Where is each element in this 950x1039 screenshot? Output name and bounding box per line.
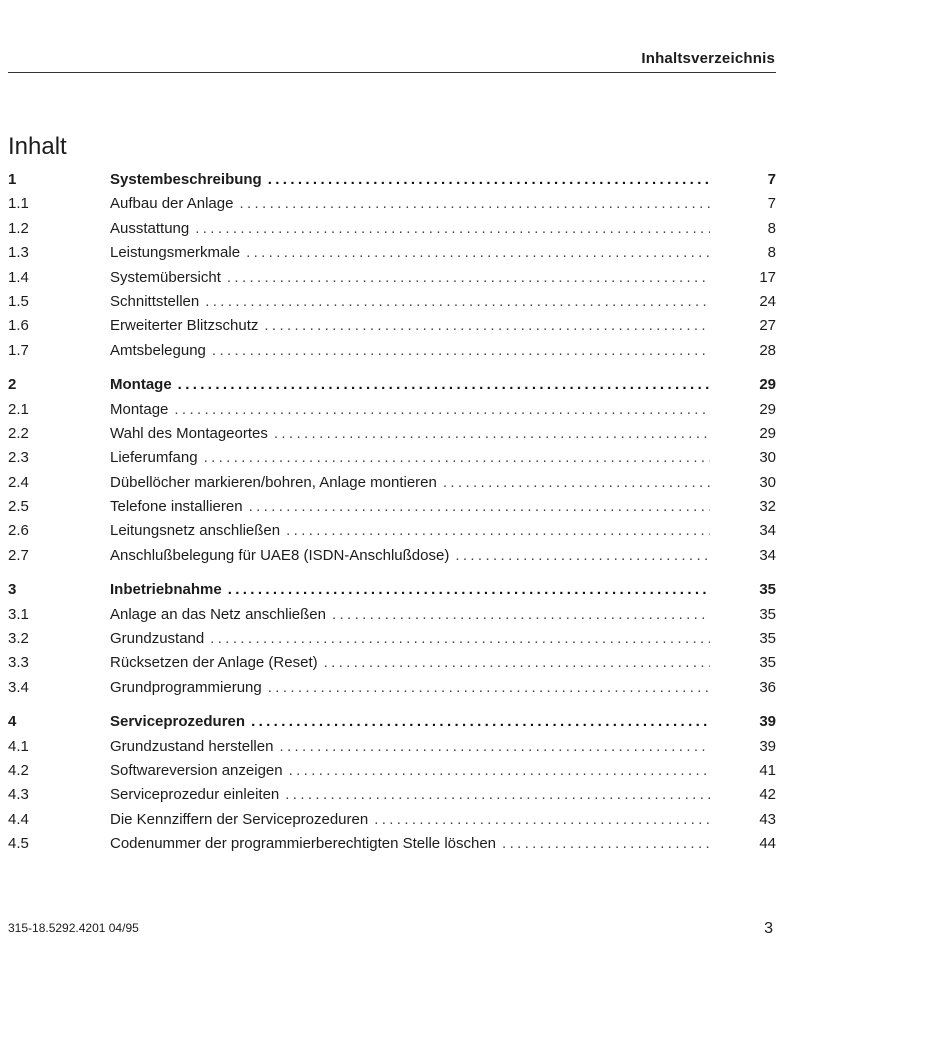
toc-entry-number: 2.6 [8,522,29,540]
toc-entry-page: 39 [759,713,776,731]
toc-entry-row [8,266,776,290]
toc-entry-number: 1.6 [8,317,29,335]
toc-entry-number: 3 [8,581,17,599]
toc-entry-title: Ausstattung [110,219,190,237]
toc-entry-row [8,446,776,470]
toc-entry-number: 4.4 [8,810,29,828]
toc-dot-leader [279,735,710,759]
toc-dot-leader [228,578,710,602]
toc-dot-leader [289,759,710,783]
toc-entry-number: 4 [8,713,17,731]
toc-entry-page: 32 [759,498,776,516]
toc-entry-number: 2.1 [8,400,29,418]
toc-entry-page: 17 [759,268,776,286]
toc-entry-title: Leitungsnetz anschließen [110,522,281,540]
toc-entry-title: Montage [110,376,172,394]
toc-dot-leader [204,446,710,470]
toc-entry-title: Rücksetzen der Anlage (Reset) [110,654,318,672]
toc-entry-title: Dübellöcher markieren/bohren, Anlage montieren [110,473,437,491]
toc-dot-leader [249,495,710,519]
toc-entry-number: 2.5 [8,498,29,516]
toc-entry-page: 39 [759,737,776,755]
running-header-title: Inhaltsverzeichnis [641,50,775,67]
toc-entry-number: 4.5 [8,835,29,853]
toc-entry-title: Inbetriebnahme [110,581,222,599]
toc-entry-row [8,314,776,338]
toc-dot-leader [174,398,710,422]
toc-entry-title: Aufbau der Anlage [110,195,234,213]
table-of-contents [8,168,776,867]
toc-entry-number: 2.2 [8,424,29,442]
toc-dot-leader [251,710,710,734]
toc-entry-title: Amtsbelegung [110,341,206,359]
toc-entry-title: Telefone installieren [110,498,243,516]
toc-dot-leader [274,422,710,446]
toc-entry-page: 34 [759,522,776,540]
toc-entry-row [8,422,776,446]
toc-dot-leader [210,627,710,651]
toc-entry-page: 7 [767,195,776,213]
toc-dot-leader [285,783,710,807]
toc-entry-title: Anlage an das Netz anschließen [110,605,326,623]
toc-entry-title: Lieferumfang [110,449,198,467]
toc-entry-row [8,808,776,832]
toc-entry-number: 2.4 [8,473,29,491]
toc-dot-leader [502,832,710,856]
toc-entry-number: 3.4 [8,678,29,696]
toc-entry-row [8,398,776,422]
toc-entry-row [8,495,776,519]
header-rule [8,72,776,73]
toc-entry-row [8,290,776,314]
toc-entry-row [8,603,776,627]
toc-entry-number: 2 [8,376,17,394]
toc-dot-leader [195,217,710,241]
toc-entry-row [8,241,776,265]
toc-entry-title: Serviceprozeduren [110,713,246,731]
toc-chapter-group [8,373,776,568]
toc-entry-page: 35 [759,605,776,623]
toc-entry-page: 8 [767,219,776,237]
toc-entry-row [8,651,776,675]
toc-dot-leader [324,651,710,675]
toc-entry-title: Grundzustand herstellen [110,737,274,755]
toc-chapter-row [8,168,776,192]
toc-entry-title: Systembeschreibung [110,171,262,188]
toc-entry-page: 29 [759,376,776,394]
toc-entry-title: Grundzustand [110,630,205,648]
toc-entry-row [8,783,776,807]
toc-chapter-row [8,373,776,397]
toc-entry-row [8,217,776,241]
toc-entry-number: 3.1 [8,605,29,623]
toc-entry-row [8,627,776,651]
toc-entry-page: 35 [759,654,776,672]
toc-entry-row [8,544,776,568]
toc-chapter-row [8,578,776,602]
toc-entry-number: 3.2 [8,630,29,648]
toc-dot-leader [268,168,710,192]
toc-dot-leader [264,314,710,338]
toc-entry-number: 1.7 [8,341,29,359]
toc-entry-number: 3.3 [8,654,29,672]
toc-entry-page: 29 [759,400,776,418]
toc-dot-leader [178,373,710,397]
toc-entry-page: 44 [759,835,776,853]
toc-entry-row [8,759,776,783]
toc-entry-title: Grundprogrammierung [110,678,262,696]
toc-dot-leader [239,192,710,216]
toc-entry-number: 1.2 [8,219,29,237]
toc-dot-leader [374,808,710,832]
toc-entry-number: 4.1 [8,737,29,755]
toc-entry-title: Codenummer der programmierberechtigten Stelle löschen [110,835,497,853]
toc-dot-leader [455,544,710,568]
toc-entry-row [8,519,776,543]
toc-entry-page: 7 [767,171,776,188]
toc-entry-title: Die Kennziffern der Serviceprozeduren [110,810,369,828]
toc-entry-title: Wahl des Montageortes [110,424,268,442]
toc-entry-page: 35 [759,630,776,648]
toc-entry-row [8,471,776,495]
toc-dot-leader [332,603,710,627]
toc-entry-row [8,339,776,363]
toc-chapter-group [8,710,776,856]
toc-dot-leader [286,519,710,543]
toc-entry-number: 2.3 [8,449,29,467]
toc-entry-title: Softwareversion anzeigen [110,761,283,779]
toc-entry-page: 27 [759,317,776,335]
toc-entry-page: 28 [759,341,776,359]
toc-entry-title: Montage [110,400,169,418]
toc-entry-page: 34 [759,546,776,564]
toc-entry-number: 4.3 [8,786,29,804]
toc-dot-leader [205,290,710,314]
toc-entry-number: 1.4 [8,268,29,286]
toc-entry-number: 2.7 [8,546,29,564]
toc-dot-leader [443,471,710,495]
toc-entry-number: 4.2 [8,761,29,779]
toc-entry-page: 8 [767,244,776,262]
toc-entry-title: Schnittstellen [110,292,200,310]
toc-entry-row [8,735,776,759]
toc-chapter-group [8,168,776,363]
toc-entry-page: 24 [759,292,776,310]
toc-chapter-row [8,710,776,734]
toc-entry-title: Systemübersicht [110,268,221,286]
toc-entry-title: Serviceprozedur einleiten [110,786,280,804]
page-number: 3 [764,920,773,937]
toc-entry-row [8,832,776,856]
toc-dot-leader [212,339,710,363]
toc-entry-page: 41 [759,761,776,779]
toc-entry-row [8,192,776,216]
toc-entry-page: 30 [759,473,776,491]
toc-dot-leader [227,266,710,290]
toc-entry-title: Anschlußbelegung für UAE8 (ISDN-Anschlußdose) [110,546,450,564]
toc-dot-leader [268,676,710,700]
toc-entry-page: 30 [759,449,776,467]
document-code: 315-18.5292.4201 04/95 [8,921,139,935]
toc-entry-title: Erweiterter Blitzschutz [110,317,259,335]
page-title: Inhalt [8,133,67,161]
toc-entry-number: 1 [8,171,17,188]
toc-entry-number: 1.5 [8,292,29,310]
toc-entry-page: 43 [759,810,776,828]
toc-entry-page: 36 [759,678,776,696]
toc-chapter-group [8,578,776,700]
toc-entry-row [8,676,776,700]
toc-entry-page: 42 [759,786,776,804]
toc-entry-number: 1.3 [8,244,29,262]
toc-entry-page: 29 [759,424,776,442]
toc-entry-title: Leistungsmerkmale [110,244,241,262]
toc-entry-page: 35 [759,581,776,599]
toc-entry-number: 1.1 [8,195,29,213]
toc-dot-leader [246,241,710,265]
